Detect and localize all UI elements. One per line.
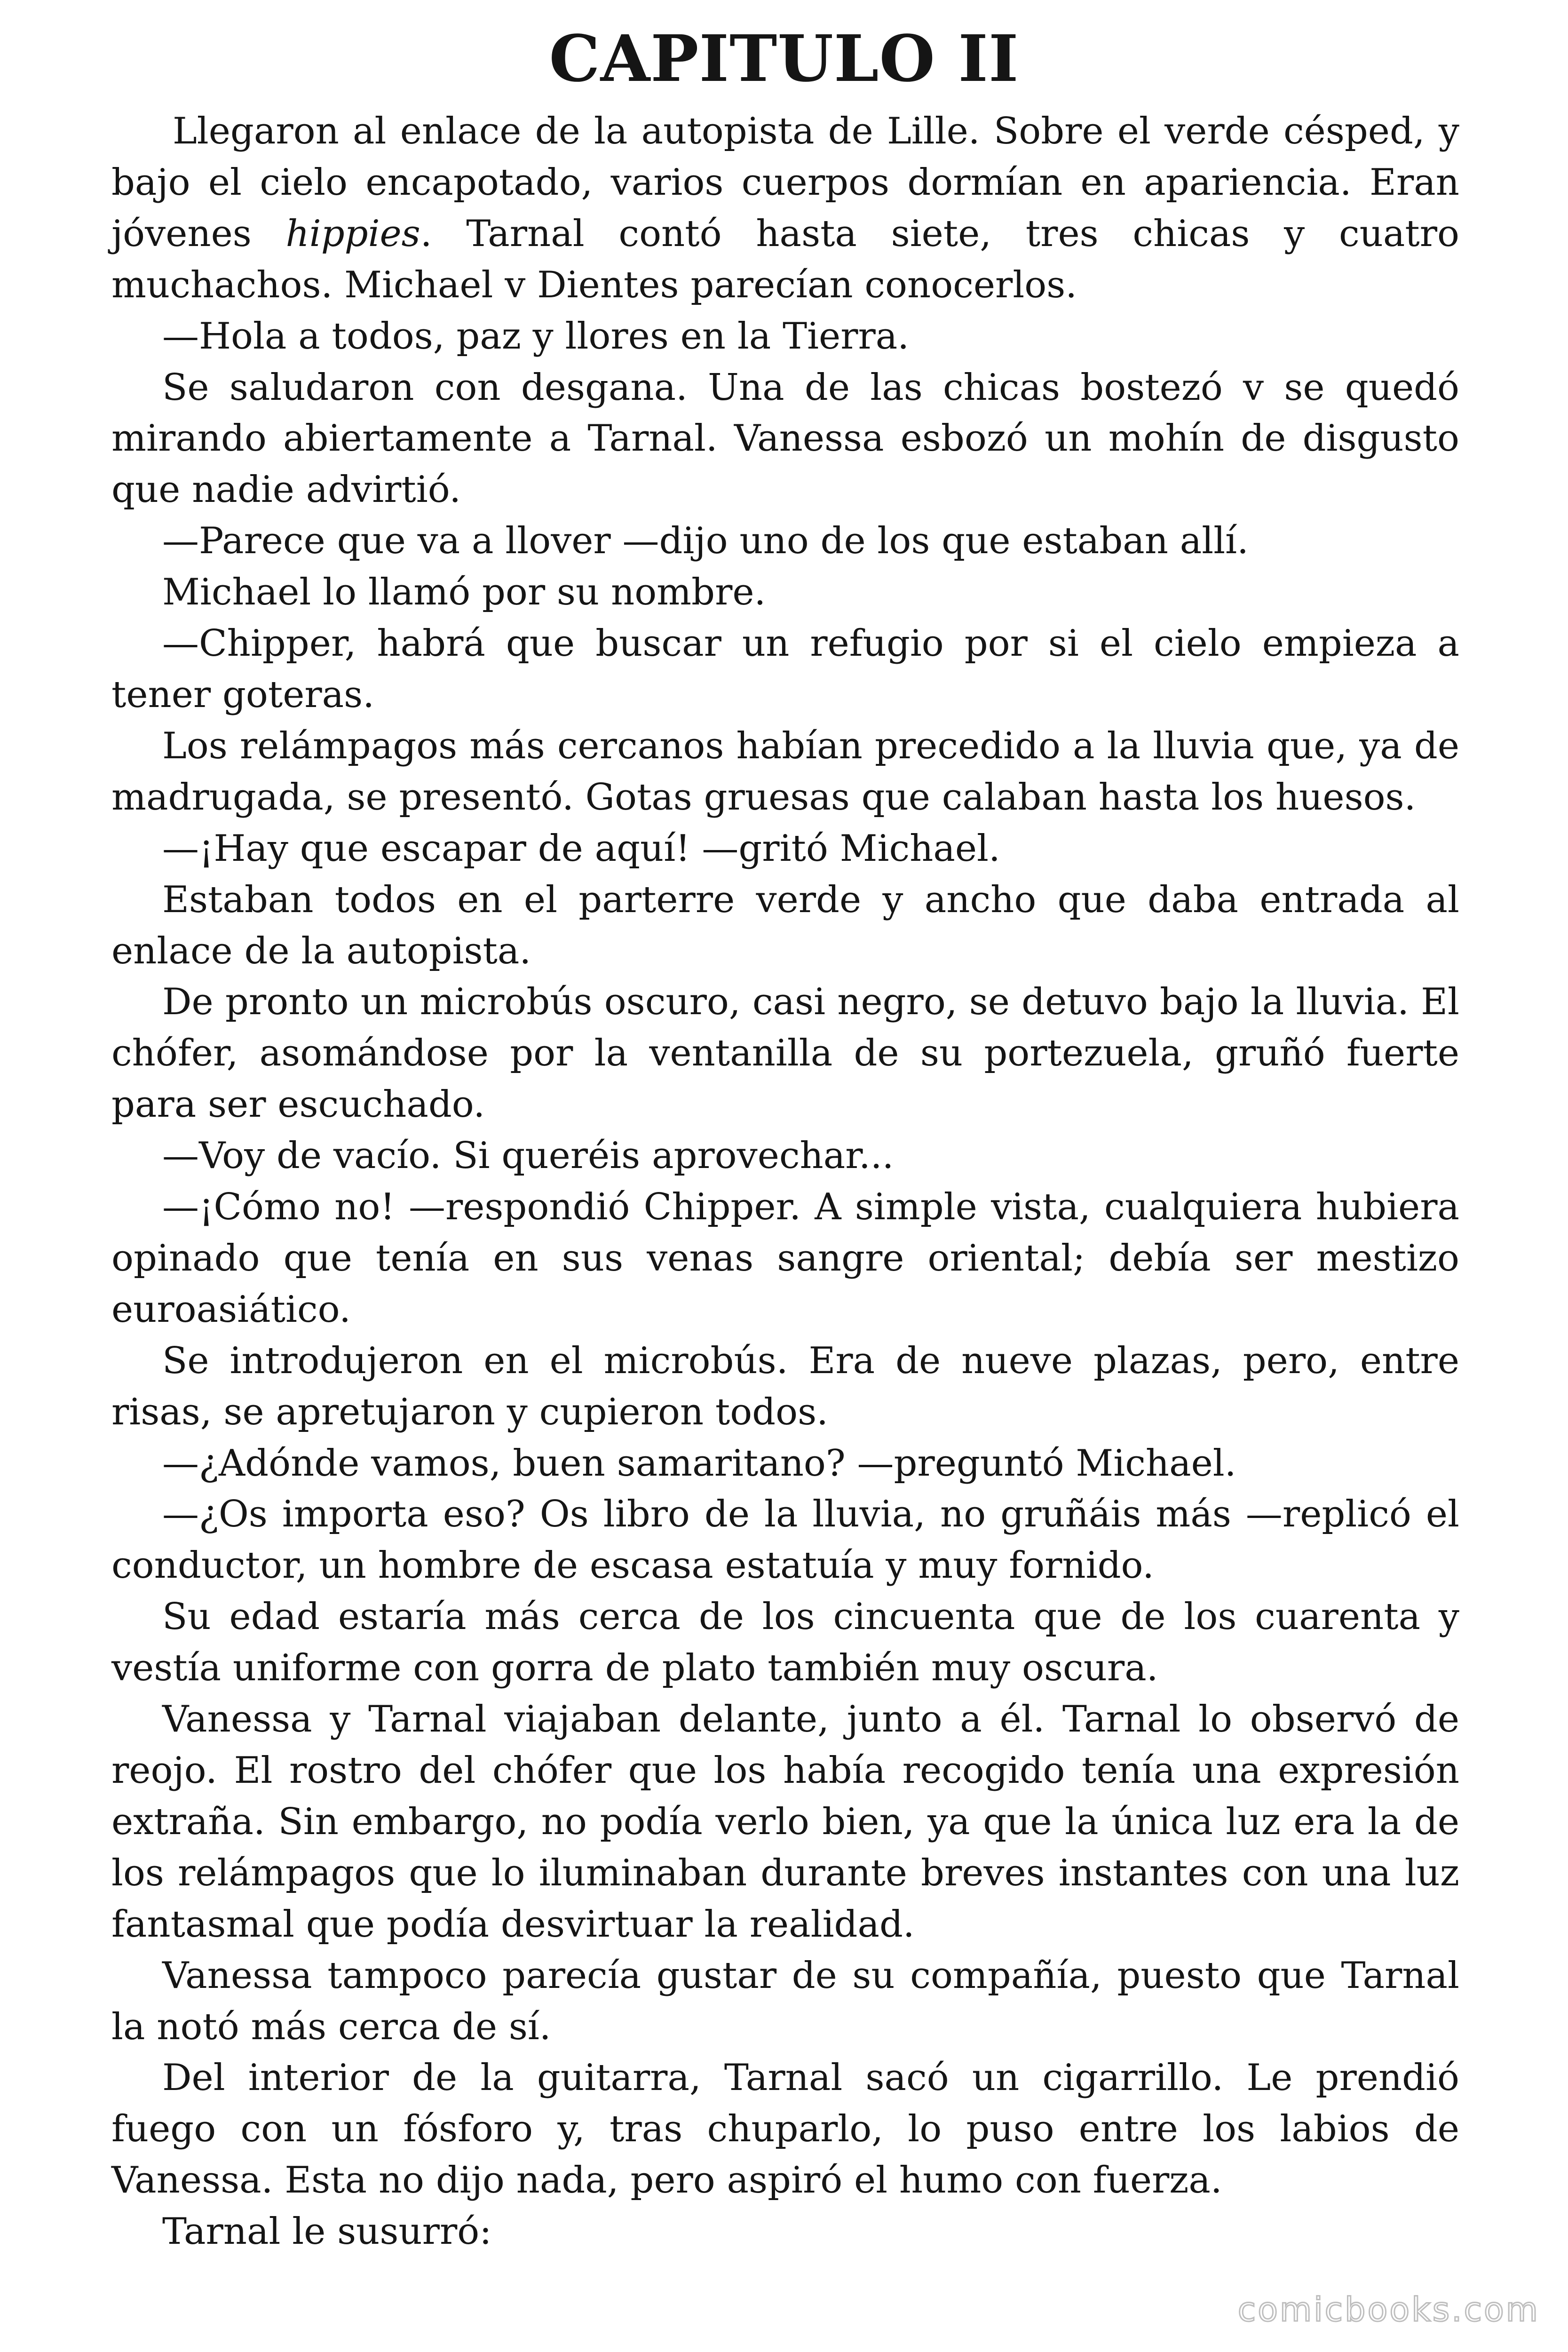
paragraph: Vanessa tampoco parecía gustar de su compañía, puesto que Tarnal la notó más cerca de sí. <box>111 1954 1459 2048</box>
chapter-body <box>111 106 1459 2257</box>
emphasized-word: hippies <box>285 212 420 255</box>
watermark: comicbooks.com <box>1237 2290 1540 2329</box>
paragraph-text: Llegaron al enlace de la autopista de Lille. Sobre el verde césped, y bajo el cielo encapotado, varios cuerpos dormían en apariencia. Eran jóvenes <box>111 110 1459 255</box>
paragraph: Del interior de la guitarra, Tarnal sacó un cigarrillo. Le prendió fuego con un fósforo y, tras chuparlo, lo puso entre los labios de Vanessa. Esta no dijo nada, pero aspiró el humo con fuerza. <box>111 2057 1459 2202</box>
paragraph: —Parece que va a llover —dijo uno de los que estaban allí. <box>162 520 1249 563</box>
paragraph: —¡Hay que escapar de aquí! —gritó Michael. <box>162 827 1000 870</box>
paragraph: Su edad estaría más cerca de los cincuenta que de los cuarenta y vestía uniforme con gorra de plato también muy oscura. <box>111 1596 1459 1690</box>
paragraph: Tarnal le susurró: <box>162 2210 492 2253</box>
paragraph: Vanessa y Tarnal viajaban delante, junto a él. Tarnal lo observó de reojo. El rostro del chófer que los había recogido tenía una expresión extraña. Sin embargo, no podía verlo bien, ya que la única luz era la de los relámpagos que lo iluminaban durante breves instantes con una luz fantasmal que podía desvirtuar la realidad. <box>111 1698 1459 1946</box>
paragraph: De pronto un microbús oscuro, casi negro, se detuvo bajo la lluvia. El chófer, asomándose por la ventanilla de su portezuela, gruñó fuerte para ser escuchado. <box>111 981 1459 1126</box>
paragraph: —¿Os importa eso? Os libro de la lluvia, no gruñáis más —replicó el conductor, un hombre de escasa estatuía y muy fornido. <box>111 1493 1459 1587</box>
paragraph: —Voy de vacío. Si queréis aprovechar... <box>162 1135 894 1177</box>
paragraph: Los relámpagos más cercanos habían precedido a la lluvia que, ya de madrugada, se presentó. Gotas gruesas que calaban hasta los huesos. <box>111 724 1459 818</box>
paragraph: Estaban todos en el parterre verde y ancho que daba entrada al enlace de la autopista. <box>111 878 1459 972</box>
paragraph: —Hola a todos, paz y llores en la Tierra. <box>162 315 910 358</box>
paragraph: Se saludaron con desgana. Una de las chicas bostezó v se quedó mirando abiertamente a Tarnal. Vanessa esbozó un mohín de disgusto que nadie advirtió. <box>111 366 1459 511</box>
paragraph: Michael lo llamó por su nombre. <box>162 571 766 614</box>
paragraph: Se introdujeron en el microbús. Era de nueve plazas, pero, entre risas, se apretujaron y cupieron todos. <box>111 1339 1459 1433</box>
chapter-title: CAPITULO II <box>549 21 1019 96</box>
paragraph-text: . Tarnal contó hasta siete, tres chicas y cuatro muchachos. Michael v Dientes parecían conocerlos. <box>111 212 1459 306</box>
paragraph <box>111 106 1459 311</box>
paragraph: —¿Adónde vamos, buen samaritano? —preguntó Michael. <box>162 1442 1236 1485</box>
paragraph: —¡Cómo no! —respondió Chipper. A simple vista, cualquiera hubiera opinado que tenía en sus venas sangre oriental; debía ser mestizo euroasiático. <box>111 1186 1459 1331</box>
paragraph: —Chipper, habrá que buscar un refugio por si el cielo empieza a tener goteras. <box>111 622 1459 716</box>
